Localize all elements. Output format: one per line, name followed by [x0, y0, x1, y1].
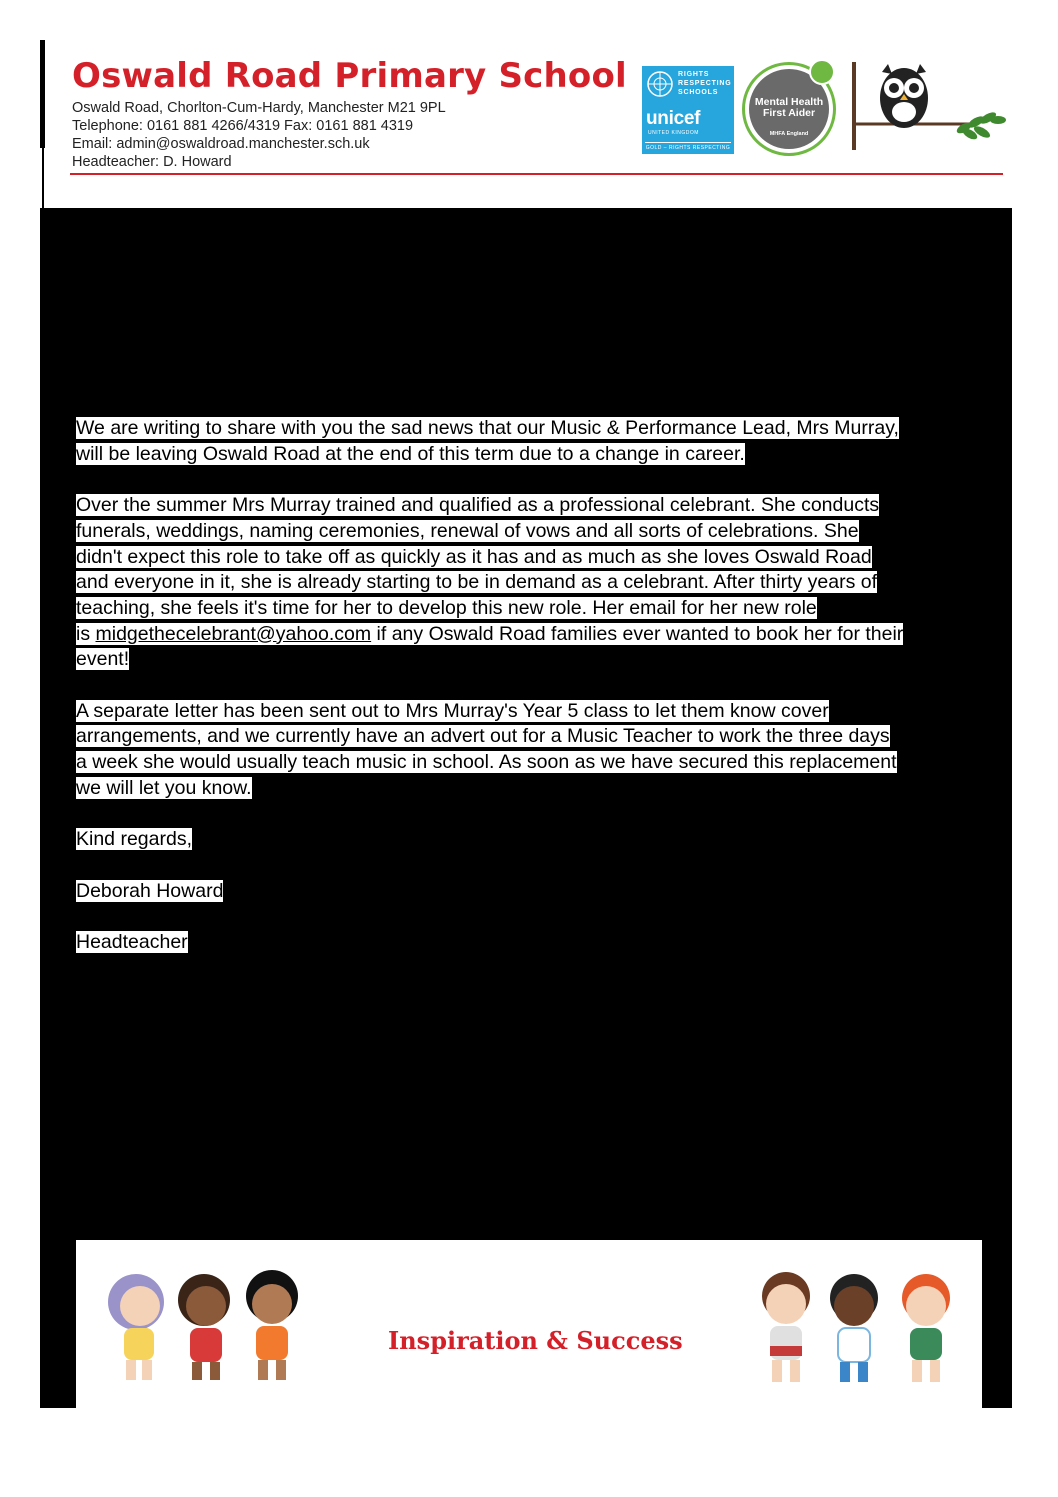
text-line: A separate letter has been sent out to Mrs Murray's Year 5 class to let them know cover: [76, 699, 829, 722]
text-line: and everyone in it, she is already starting to be in demand as a celebrant. After thirty years of: [76, 571, 878, 594]
signatory-role: [76, 930, 986, 956]
left-margin-rule: [40, 40, 45, 148]
rights-respecting-schools-badge: [642, 66, 734, 154]
email-prefix: is: [76, 622, 96, 645]
left-margin-rule-thin: [42, 148, 44, 208]
contact-details: [72, 99, 446, 171]
signatory-name: Deborah Howard: [76, 879, 224, 902]
text-line-email: [76, 623, 903, 645]
paragraph-1: [76, 416, 986, 467]
text-line: we will let you know.: [76, 776, 252, 799]
school-address: Oswald Road, Chorlton-Cum-Hardy, Manchester M21 9PL: [72, 100, 446, 116]
unicef-wordmark: unicef: [646, 108, 701, 129]
owl-branch-logo: [852, 62, 1008, 154]
school-headteacher: Headteacher: D. Howard: [72, 154, 232, 170]
rrs-subtitle: UNITED KINGDOM: [648, 130, 699, 136]
mhfa-title: Mental Health First Aider: [754, 96, 824, 119]
text-line: event!: [76, 648, 130, 671]
paragraph-2: [76, 493, 986, 673]
children-illustration-right: [746, 1262, 966, 1390]
school-email: Email: admin@oswaldroad.manchester.sch.uk: [72, 136, 370, 152]
school-telephone: Telephone: 0161 881 4266/4319 Fax: 0161 881 4319: [72, 118, 414, 134]
text-line: arrangements, and we currently have an advert out for a Music Teacher to work the three days: [76, 725, 890, 748]
mhfa-subtitle: MHFA England: [769, 131, 809, 137]
rrs-gold-label: GOLD – RIGHTS RESPECTING: [645, 142, 731, 151]
signatory-role-text: Headteacher: [76, 930, 188, 953]
text-line: Over the summer Mrs Murray trained and qualified as a professional celebrant. She conducts: [76, 494, 880, 517]
school-name: Oswald Road Primary School: [72, 56, 627, 96]
mental-health-first-aider-badge: [742, 62, 836, 156]
closing: [76, 827, 986, 853]
children-illustration-left: [96, 1262, 312, 1386]
signatory: [76, 879, 986, 905]
closing-text: Kind regards,: [76, 828, 192, 851]
unicef-globe-icon: [646, 70, 674, 98]
letter-body: [76, 416, 986, 981]
text-line: funerals, weddings, naming ceremonies, renewal of vows and all sorts of celebrations. She: [76, 519, 859, 542]
text-line: a week she would usually teach music in school. As soon as we have secured this replacement: [76, 751, 897, 774]
paragraph-3: [76, 699, 986, 802]
text-line: We are writing to share with you the sad news that our Music & Performance Lead, Mrs Murray,: [76, 417, 899, 439]
header-divider: [70, 173, 1003, 175]
celebrant-email-link[interactable]: midgethecelebrant@yahoo.com: [95, 622, 372, 645]
text-line: teaching, she feels it's time for her to develop this new role. Her email for her new role: [76, 596, 817, 619]
email-suffix: if any Oswald Road families ever wanted to book her for their: [371, 622, 904, 645]
mhfa-leaf-icon: [809, 59, 835, 85]
text-line: will be leaving Oswald Road at the end of this term due to a change in career.: [76, 442, 745, 465]
footer-tagline: Inspiration & Success: [388, 1326, 683, 1355]
rrs-top-text: RIGHTS RESPECTING SCHOOLS: [678, 71, 732, 96]
text-line: didn't expect this role to take off as quickly as it has and as much as she loves Oswald Road: [76, 545, 872, 568]
